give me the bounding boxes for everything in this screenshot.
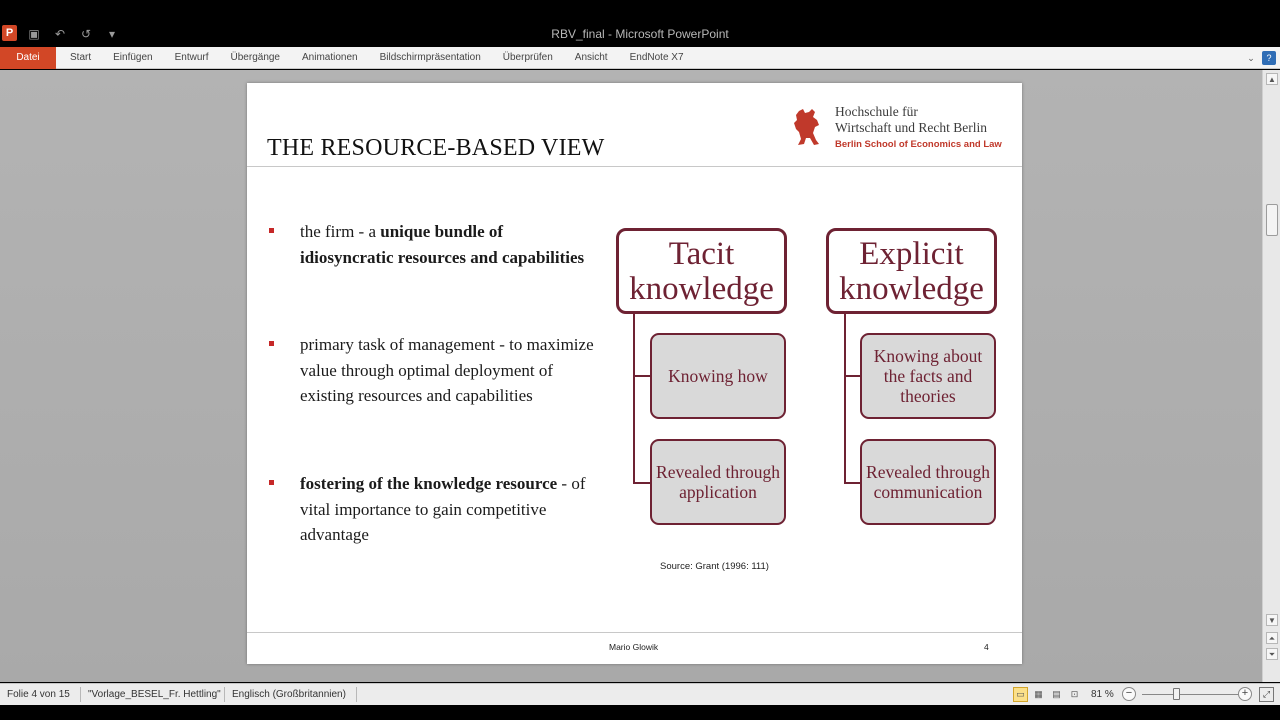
zoom-slider-thumb[interactable] bbox=[1173, 688, 1180, 700]
tacit-connector bbox=[633, 314, 635, 484]
scroll-thumb[interactable] bbox=[1266, 204, 1278, 236]
tacit-knowledge-box[interactable]: Tacit knowledge bbox=[616, 228, 787, 314]
ribbon bbox=[0, 47, 1280, 69]
status-divider bbox=[80, 687, 81, 702]
ribbon-tab-5[interactable]: Animationen bbox=[302, 52, 358, 63]
footer-author: Mario Glowik bbox=[609, 642, 659, 652]
ribbon-tab-1[interactable]: Start bbox=[70, 52, 92, 63]
logo-line-2: Wirtschaft und Recht Berlin bbox=[835, 120, 988, 135]
fit-to-window-icon[interactable]: ⤢ bbox=[1259, 687, 1274, 702]
title-divider bbox=[247, 166, 1022, 167]
bullet-item: fostering of the knowledge resource - of vital importance to gain competitive advantage bbox=[267, 471, 597, 548]
source-citation[interactable]: Source: Grant (1996: 111) bbox=[660, 561, 769, 572]
theme-name[interactable]: "Vorlage_BESEL_Fr. Hettling" bbox=[88, 689, 221, 700]
title-bar bbox=[0, 22, 1280, 46]
ribbon-tab-8[interactable]: Ansicht bbox=[574, 52, 608, 63]
explicit-connector bbox=[844, 314, 846, 484]
slideshow-icon[interactable]: ⊡ bbox=[1070, 689, 1079, 699]
zoom-slider-track[interactable] bbox=[1142, 694, 1238, 695]
bullet-marker bbox=[269, 480, 274, 485]
knowing-about-facts-box[interactable]: Knowing about the facts and theories bbox=[860, 333, 996, 419]
explicit-connector bbox=[844, 482, 861, 484]
status-bar bbox=[0, 683, 1280, 705]
vertical-scrollbar[interactable] bbox=[1262, 70, 1280, 682]
ribbon-tab-9[interactable]: EndNote X7 bbox=[629, 52, 684, 63]
bullet-marker bbox=[269, 341, 274, 346]
tacit-connector bbox=[633, 375, 650, 377]
zoom-out-icon[interactable]: − bbox=[1122, 687, 1136, 701]
slide-canvas[interactable] bbox=[247, 83, 1022, 664]
status-divider bbox=[356, 687, 357, 702]
slide-number: 4 bbox=[984, 642, 989, 652]
slide-title[interactable]: THE RESOURCE-BASED VIEW bbox=[267, 135, 605, 161]
footer-divider bbox=[247, 632, 1022, 633]
redo-icon[interactable]: ↺ bbox=[80, 27, 92, 41]
window-title: RBV_final - Microsoft PowerPoint bbox=[551, 27, 729, 41]
normal-view-icon[interactable]: ▭ bbox=[1013, 687, 1028, 702]
next-slide-icon[interactable]: ⏷ bbox=[1266, 648, 1278, 660]
ribbon-tab-0[interactable]: Datei bbox=[0, 47, 56, 69]
revealed-through-communication-box[interactable]: Revealed through communication bbox=[860, 439, 996, 525]
knowing-how-box[interactable]: Knowing how bbox=[650, 333, 786, 419]
scroll-down-icon[interactable]: ▼ bbox=[1266, 614, 1278, 626]
reading-view-icon[interactable]: ▤ bbox=[1052, 689, 1061, 699]
university-logo bbox=[793, 103, 1013, 155]
customize-icon[interactable]: ▾ bbox=[108, 27, 116, 41]
explicit-connector bbox=[844, 375, 861, 377]
revealed-through-application-box[interactable]: Revealed through application bbox=[650, 439, 786, 525]
zoom-in-icon[interactable]: + bbox=[1238, 687, 1252, 701]
powerpoint-app-icon[interactable]: P bbox=[2, 25, 17, 41]
previous-slide-icon[interactable]: ⏶ bbox=[1266, 632, 1278, 644]
ribbon-tab-7[interactable]: Überprüfen bbox=[502, 52, 553, 63]
logo-line-3: Berlin School of Economics and Law bbox=[835, 139, 1002, 150]
slide-counter[interactable]: Folie 4 von 15 bbox=[7, 689, 70, 700]
save-icon[interactable]: ▣ bbox=[28, 27, 40, 41]
scroll-up-icon[interactable]: ▲ bbox=[1266, 73, 1278, 85]
ribbon-tabs bbox=[0, 47, 1280, 69]
ribbon-tab-6[interactable]: Bildschirmpräsentation bbox=[379, 52, 481, 63]
slide-sorter-icon[interactable]: ▦ bbox=[1034, 689, 1043, 699]
ribbon-tab-2[interactable]: Einfügen bbox=[113, 52, 153, 63]
zoom-level[interactable]: 81 % bbox=[1091, 689, 1114, 700]
ribbon-controls bbox=[1244, 51, 1276, 65]
undo-icon[interactable]: ↶ bbox=[54, 27, 66, 41]
language-indicator[interactable]: Englisch (Großbritannien) bbox=[232, 689, 346, 700]
help-icon[interactable]: ? bbox=[1262, 51, 1276, 65]
ribbon-tab-3[interactable]: Entwurf bbox=[174, 52, 209, 63]
ribbon-tab-4[interactable]: Übergänge bbox=[230, 52, 280, 63]
explicit-knowledge-box[interactable]: Explicit knowledge bbox=[826, 228, 997, 314]
screen-edge bbox=[0, 705, 1280, 720]
collapse-ribbon-icon[interactable]: ⌄ bbox=[1247, 53, 1255, 63]
tacit-connector bbox=[633, 482, 650, 484]
bullet-item: primary task of management - to maximize value through optimal deployment of existing resources and capabilities bbox=[267, 332, 597, 409]
bullet-marker bbox=[269, 228, 274, 233]
bullet-item: the firm - a unique bundle of idiosyncratic resources and capabilities bbox=[267, 219, 597, 270]
bear-icon bbox=[793, 107, 821, 147]
logo-line-1: Hochschule für bbox=[835, 104, 918, 119]
status-divider bbox=[224, 687, 225, 702]
